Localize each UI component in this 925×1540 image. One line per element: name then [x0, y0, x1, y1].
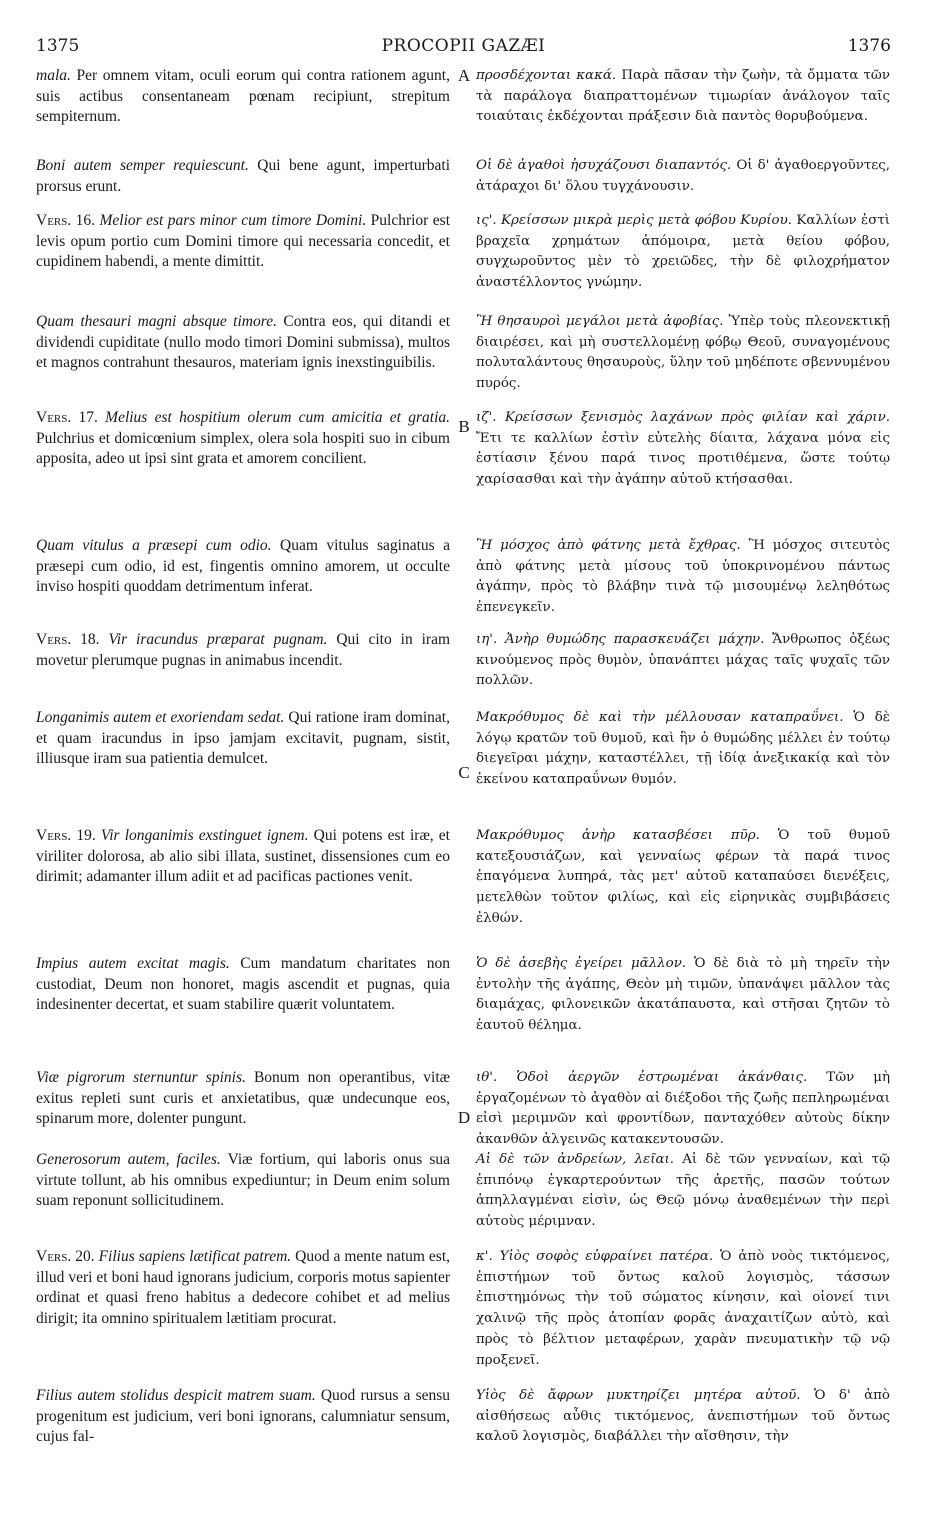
latin-paragraph: Vers. 18. Vir iracundus præparat pugnam. Qui cito in iram movetur plerumque pugnas in animabus incendit. [36, 631, 451, 669]
latin-paragraph: Filius autem stolidus despicit matrem suam. Quod rursus a sensu progenitum est judicium, veri boni ignorans, calumniatur sensum, cujus fal- [36, 1387, 451, 1446]
latin-paragraph: Boni autem semper requiescunt. Qui bene agunt, imperturbati prorsus erunt. [36, 157, 451, 195]
greek-paragraph: Ἢ θησαυροὶ μεγάλοι μετὰ ἀφοβίας. Ὑπὲρ τοὺς πλεονεκτικῇ διαιρέσει, καὶ μὴ συστελλομένῃ φόβῳ Θεοῦ, συναγομένους πολυταλάντους θησαυροὺς, ὕλην τοῦ μηδέποτε σβεννυμένου πυρός. [476, 314, 890, 392]
running-title: PROCOPII GAZÆI [381, 36, 546, 56]
latin-paragraph: Vers. 16. Melior est pars minor cum timore Domini. Pulchrior est levis opum portio cum Domini timore qui necessaria concedit, et cupidinem habendi, a mente dimittit. [36, 212, 450, 271]
greek-paragraph: ις'. Κρείσσων μικρὰ μερὶς μετὰ φόβου Κυρίου. Καλλίων ἐστὶ βραχεῖα χρημάτων ἀπόμοιρα, μετὰ θείου φόβου, συγχωροῦντος μὲν τὸ χρειῶδες, τὴν δὲ φιλοχρήματον ἀναστέλλοντος γνώμην. [476, 213, 890, 291]
greek-paragraph: κ'. Υἱὸς σοφὸς εὐφραίνει πατέρα. Ὁ ἀπὸ νοὸς τικτόμενος, ἐπιστήμων τοῦ ὄντως καλοῦ λογισμὸς, τάσσων ἐπιστημόνως τὴν τοῦ σώματος κίνησιν, καὶ οἱονεί τινι χαλινῷ τῆς πρὸς ἀτοπίαν φορᾶς ἀναχαιτίζων αὐτὸ, καὶ πρὸς τὸ βέλτιον μεταφέρων, χαρὰν πνευματικὴν τῷ νῷ προξενεῖ. [476, 1249, 890, 1368]
latin-paragraph: mala. Per omnem vitam, oculi eorum qui contra rationem agunt, suis actibus consentaneam pœnam recipiunt, strepitum sempiternum. [36, 67, 450, 126]
latin-paragraph: Generosorum autem, faciles. Viæ fortium, qui laboris onus sua virtute tollunt, ab his omnibus expediuntur; in Deum enim solum suam reponunt sollicitudinem. [36, 1151, 450, 1210]
latin-paragraph: Vers. 19. Vir longanimis exstinguet ignem. Qui potens est iræ, et viriliter dolorosa, ab alio sibi illata, sustinet, dissensiones cum eo dirimit; adamanter illum adiit et ad pacificas pactiones venit. [36, 827, 450, 886]
greek-paragraph: Υἱὸς δὲ ἄφρων μυκτηρίζει μητέρα αὐτοῦ. Ὁ δ' ἀπὸ αἰσθήσεως αὖθις τικτόμενος, ἀνεπιστήμων τοῦ ὄντως καλοῦ λογισμὸς, διαβάλλει τὴν αἴσθησιν, τὴν [476, 1388, 890, 1445]
latin-paragraph: Longanimis autem et exoriendam sedat. Qui ratione iram dominat, et quam iracundus in ipso jamjam excitavit, pugnam, sistit, illiusque iram sua patientia demulcet. [36, 709, 450, 768]
greek-paragraph: Μακρόθυμος δὲ καὶ τὴν μέλλουσαν καταπραΰνει. Ὁ δὲ λόγῳ κρατῶν τοῦ θυμοῦ, καὶ ἣν ὁ θυμώδης μέλλει ἐν τούτῳ διεγεῖραι μάχην, καταστέλλει, τῇ ἰδίᾳ ἀνεξικακίᾳ καὶ τὸν ἐκείνου καταπραΰνων θυμόν. [476, 710, 890, 788]
latin-paragraph: Viæ pigrorum sternuntur spinis. Bonum non operantibus, vitæ exitus repleti sunt curis et anxietatibus, quæ undecunque eos, spinarum more, dolenter pungunt. [36, 1069, 450, 1128]
greek-paragraph: Ἢ μόσχος ἀπὸ φάτνης μετὰ ἔχθρας. Ἢ μόσχος σιτευτὸς ἀπὸ φάτνης μετὰ μίσους τοῦ ὑποκρινομένου πάντως ἀγάπην, πρὸς τὸ βλάβην τινὰ τῷ μισουμένῳ λεληθότως ἐπενεγκεῖν. [476, 538, 890, 616]
greek-paragraph: Αἱ δὲ τῶν ἀνδρείων, λεῖαι. Αἱ δὲ τῶν γενναίων, καὶ τῷ ἐπιπόνῳ ἐγκαρτερούντων τῆς ἀρετῆς, πασῶν τούτων ἀπηλλαγμέναι εἰσὶν, ὡς Θεῷ μόνῳ ἀναθεμένων τὴν περὶ αὐτοὺς μέριμναν. [476, 1152, 890, 1230]
greek-paragraph: προσδέχονται κακά. Παρὰ πᾶσαν τὴν ζωὴν, τὰ ὄμματα τῶν τὰ παράλογα διαπραττομένων τιμωρίαν ἀνάλογον ταῖς τοιαύταις ἐκδέχονται πράξεσιν διὰ παντὸς θορυβούμενα. [476, 68, 890, 125]
greek-paragraph: Μακρόθυμος ἀνὴρ κατασβέσει πῦρ. Ὁ τοῦ θυμοῦ κατεξουσιάζων, καὶ γενναίως φέρων τὰ παρά τινος ἐπαγόμενα λυπηρά, τὰς μετ' αὐτοῦ καταπαύσει διενέξεις, μετελθὼν τοῦτον φιλίως, καὶ εἰς εἰρηνικὰς συμβιβάσεις ἐλθών. [476, 828, 890, 926]
greek-paragraph: Οἱ δὲ ἀγαθοὶ ἡσυχάζουσι διαπαντός. Οἱ δ' ἀγαθοεργοῦντες, ἀτάραχοι δι' ὅλου τυγχάνουσιν. [476, 158, 890, 194]
margin-letter-a: A [457, 66, 471, 85]
greek-paragraph: Ὁ δὲ ἀσεβὴς ἐγείρει μᾶλλον. Ὁ δὲ διὰ τὸ μὴ τηρεῖν τὴν ἐντολὴν τῆς ἀγάπης, Θεὸν μὴ τιμῶν, ὑπανάψει μᾶλλον τὰς διαμάχας, φιλονεικῶν ἀκατάπαυστα, καὶ στῆσαι ζητῶν τὸ ἑαυτοῦ θέλημα. [476, 956, 890, 1034]
latin-paragraph: Vers. 17. Melius est hospitium olerum cum amicitia et gratia. Pulchrius et domicœnium simplex, olera sola hospiti suo in cibum apposita, adeo ut ipsi sint grata et amorem concilient. [36, 409, 451, 468]
greek-paragraph: ιη'. Ἀνὴρ θυμώδης παρασκευάζει μάχην. Ἄνθρωπος ὀξέως κινούμενος πρὸς θυμὸν, ὑπανάπτει μάχας ταῖς ψυχαῖς τῶν πολλῶν. [476, 632, 890, 689]
margin-letter-b: B [458, 417, 470, 436]
margin-letter-d: D [457, 1108, 471, 1127]
greek-paragraph: ιζ'. Κρείσσων ξενισμὸς λαχάνων πρὸς φιλίαν καὶ χάριν. Ἔτι τε καλλίων ἐστὶν εὐτελὴς δίαιτα, λάχανα μόνα εἰς ἑστίασιν ξένου παρά τινος προτιθέμενα, ὥστε τούτῳ χαρίσασθαι καὶ τὴν ἀγάπην αὐτοῦ κτήσασθαι. [476, 410, 890, 488]
page-header [36, 36, 891, 62]
latin-paragraph: Impius autem excitat magis. Cum mandatum charitates non custodiat, Deum non honoret, magis ascendit et pugnas, quia indesinenter decertat, et suam stabilire quærit voluntatem. [36, 955, 450, 1014]
latin-paragraph: Quam thesauri magni absque timore. Contra eos, qui ditandi et dividendi cupiditate (nullo modo timori Domini submissa), multos et magnos contrahunt thesauros, materiam ignis inexstinguibilis. [36, 313, 451, 372]
right-page-number: 1376 [847, 36, 891, 56]
margin-letter-c: C [458, 763, 470, 782]
greek-paragraph: ιθ'. Ὁδοὶ ἀεργῶν ἐστρωμέναι ἀκάνθαις. Τῶν μὴ ἐργαζομένων τὸ ἀγαθὸν αἱ διέξοδοι τῆς ζωῆς πεπληρωμέναι εἰσὶ μεριμνῶν καὶ φροντίδων, πανταχόθεν αὐτοὺς δίκην ἀκανθῶν ἀλγεινῶς κατακεντουσῶν. [476, 1070, 890, 1148]
latin-paragraph: Quam vitulus a præsepi cum odio. Quam vitulus saginatus a præsepi cum odio, id est, fingentis omnino amorem, ut occulte inviso hospiti quoddam detrimentum inferat. [36, 537, 451, 596]
latin-paragraph: Vers. 20. Filius sapiens lætificat patrem. Quod a mente natum est, illud veri et boni haud ignorans judicium, corporis motus sapienter ordinat et quasi freno habitus a dedecore cohibet et ad melius dirigit; ita omnino spiritualem lætitiam procurat. [36, 1248, 451, 1328]
left-page-number: 1375 [36, 36, 80, 56]
